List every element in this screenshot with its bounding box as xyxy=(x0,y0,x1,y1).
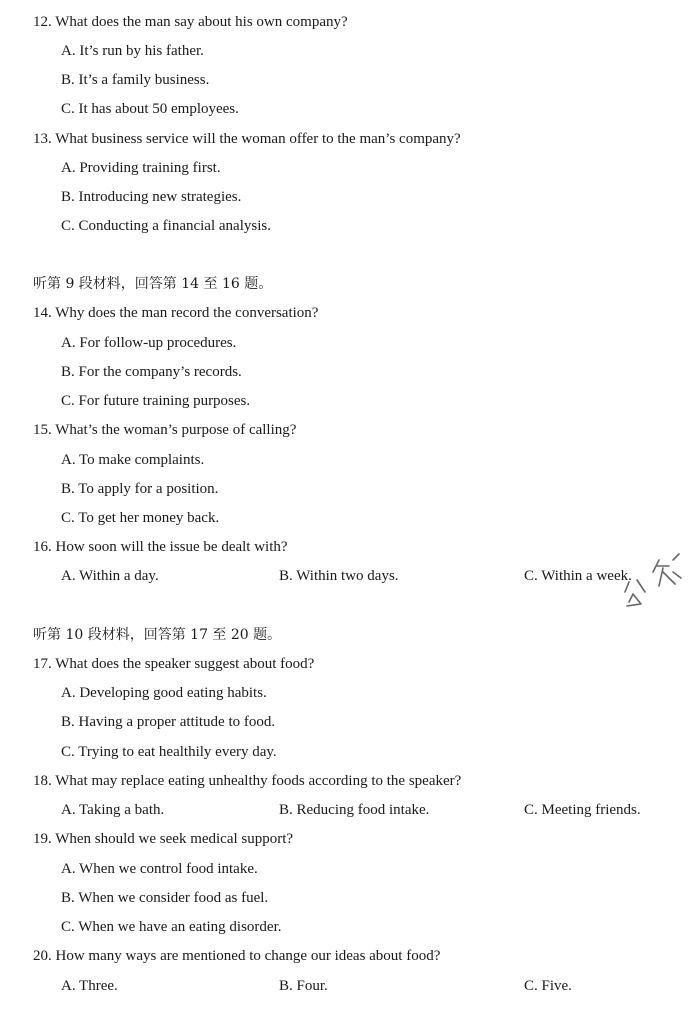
question-15-stem: 15. What’s the woman’s purpose of calling? xyxy=(33,422,297,438)
question-13-option-c: C. Conducting a financial analysis. xyxy=(61,218,271,234)
question-15-option-b: B. To apply for a position. xyxy=(61,481,219,497)
question-12-option-a: A. It’s run by his father. xyxy=(61,43,204,59)
question-19-option-b: B. When we consider food as fuel. xyxy=(61,890,269,906)
question-19-option-a: A. When we control food intake. xyxy=(61,861,258,877)
question-20-option-a: A. Three. xyxy=(61,978,118,994)
handwritten-watermark-icon xyxy=(619,552,689,612)
question-12-stem: 12. What does the man say about his own company? xyxy=(33,14,348,30)
question-19-option-c: C. When we have an eating disorder. xyxy=(61,919,282,935)
question-15-option-a: A. To make complaints. xyxy=(61,452,205,468)
question-17-option-a: A. Developing good eating habits. xyxy=(61,685,267,701)
question-19-stem: 19. When should we seek medical support? xyxy=(33,831,294,847)
question-13-stem: 13. What business service will the woman offer to the man’s company? xyxy=(33,131,461,147)
question-18-stem: 18. What may replace eating unhealthy foods according to the speaker? xyxy=(33,773,462,789)
question-18-option-a: A. Taking a bath. xyxy=(61,802,165,818)
question-17-option-b: B. Having a proper attitude to food. xyxy=(61,714,276,730)
question-14-option-a: A. For follow-up procedures. xyxy=(61,335,237,351)
question-20-stem: 20. How many ways are mentioned to change our ideas about food? xyxy=(33,948,441,964)
question-17-option-c: C. Trying to eat healthily every day. xyxy=(61,744,277,760)
question-20-option-c: C. Five. xyxy=(524,978,572,994)
question-14-stem: 14. Why does the man record the conversation? xyxy=(33,305,319,321)
question-13-option-a: A. Providing training first. xyxy=(61,160,221,176)
section-10-heading: 听第 10 段材料，回答第 17 至 20 题。 xyxy=(33,627,282,643)
question-17-stem: 17. What does the speaker suggest about food? xyxy=(33,656,315,672)
question-16-option-b: B. Within two days. xyxy=(279,568,399,584)
watermark xyxy=(619,552,689,612)
question-18-option-b: B. Reducing food intake. xyxy=(279,802,430,818)
question-14-option-b: B. For the company’s records. xyxy=(61,364,242,380)
question-20-option-b: B. Four. xyxy=(279,978,328,994)
question-12-option-c: C. It has about 50 employees. xyxy=(61,101,239,117)
section-9-heading: 听第 9 段材料，回答第 14 至 16 题。 xyxy=(33,276,273,292)
question-12-option-b: B. It’s a family business. xyxy=(61,72,210,88)
question-13-option-b: B. Introducing new strategies. xyxy=(61,189,242,205)
question-14-option-c: C. For future training purposes. xyxy=(61,393,251,409)
question-15-option-c: C. To get her money back. xyxy=(61,510,220,526)
question-18-option-c: C. Meeting friends. xyxy=(524,802,641,818)
question-16-stem: 16. How soon will the issue be dealt with? xyxy=(33,539,288,555)
question-16-option-a: A. Within a day. xyxy=(61,568,159,584)
question-16-option-c: C. Within a week. xyxy=(524,568,632,584)
